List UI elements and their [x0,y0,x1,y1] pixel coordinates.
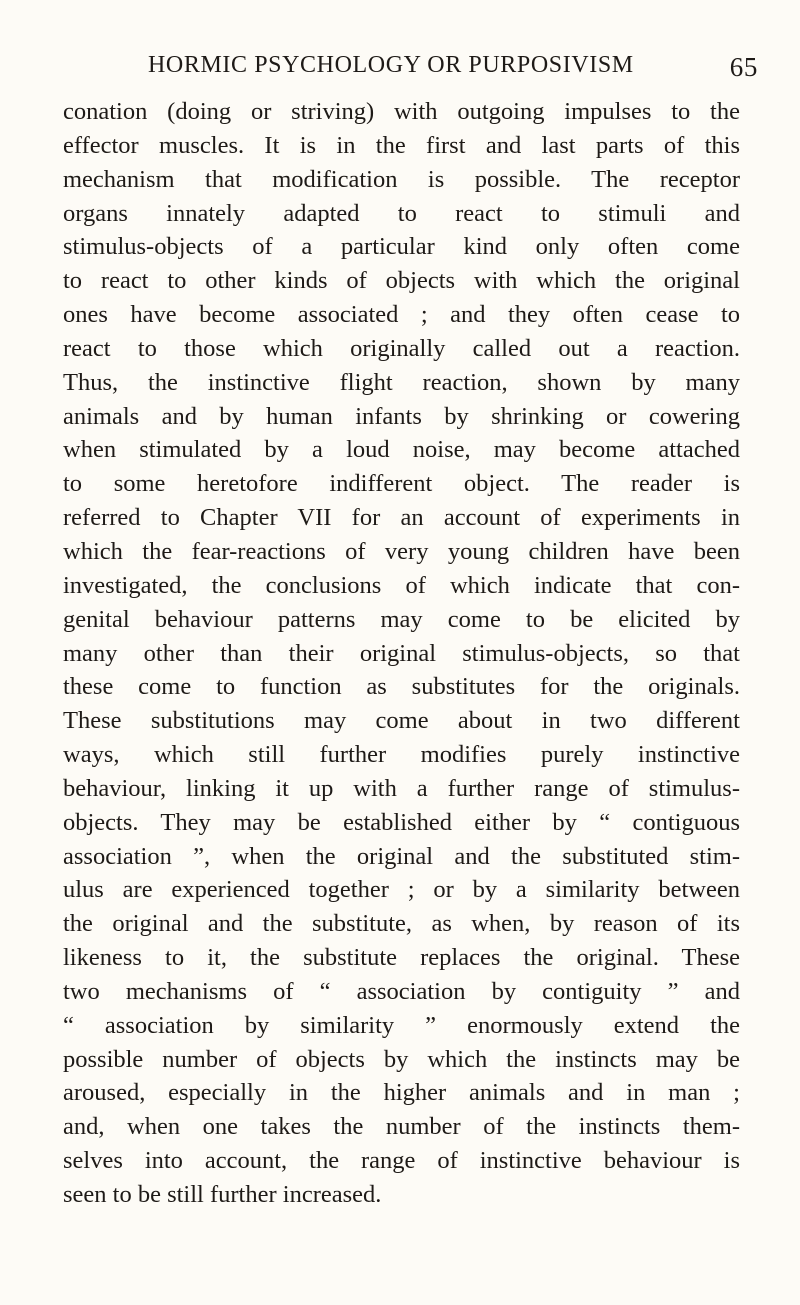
text-line: possible number of objects by which the instincts may be [63,1045,740,1073]
text-line: ways, which still further modifies purely instinctive [63,741,740,769]
text-line: react to those which originally called out a reaction. [63,334,740,362]
text-line: which the fear-reactions of very young children have been [63,537,740,565]
text-line: selves into account, the range of instinctive behaviour is [63,1147,740,1175]
page-number: 65 [729,52,758,82]
text-line: mechanism that modification is possible. The receptor [63,165,740,193]
text-line: “ association by similarity ” enormously extend the [63,1011,740,1039]
text-line: many other than their original stimulus-objects, so that [63,639,740,667]
text-line: when stimulated by a loud noise, may become attached [63,436,740,464]
text-line: organs innately adapted to react to stimuli and [63,199,740,227]
running-title: HORMIC PSYCHOLOGY OR PURPOSIVISM [148,52,634,78]
text-line: effector muscles. It is in the first and last parts of this [63,131,740,159]
text-line: ones have become associated ; and they often cease to [63,301,740,329]
text-line: to react to other kinds of objects with which the original [63,267,740,295]
text-line: the original and the substitute, as when, by reason of its [63,910,740,938]
text-line: investigated, the conclusions of which indicate that con- [63,571,740,599]
text-line: genital behaviour patterns may come to be elicited by [63,605,740,633]
text-line: to some heretofore indifferent object. The reader is [63,470,740,498]
text-line: These substitutions may come about in two different [63,707,740,735]
body-text [63,95,740,1212]
text-line: conation (doing or striving) with outgoing impulses to the [63,98,740,125]
running-head [148,52,758,88]
text-line: ulus are experienced together ; or by a similarity between [63,876,740,904]
text-line: behaviour, linking it up with a further range of stimulus- [63,774,740,802]
text-line: and, when one takes the number of the instincts them- [63,1113,740,1141]
text-line: these come to function as substitutes for the originals. [63,673,740,701]
text-line: likeness to it, the substitute replaces the original. These [63,944,740,972]
text-line: two mechanisms of “ association by contiguity ” and [63,977,740,1005]
text-line: aroused, especially in the higher animals and in man ; [63,1079,740,1107]
text-line: association ”, when the original and the substituted stim- [63,842,740,870]
text-line: objects. They may be established either by “ contiguous [63,808,740,836]
text-line: animals and by human infants by shrinking or cowering [63,402,740,430]
text-line: stimulus-objects of a particular kind only often come [63,233,740,261]
text-line: referred to Chapter VII for an account of experiments in [63,504,740,532]
text-line: seen to be still further increased. [63,1181,382,1208]
text-line: Thus, the instinctive flight reaction, shown by many [63,368,740,396]
